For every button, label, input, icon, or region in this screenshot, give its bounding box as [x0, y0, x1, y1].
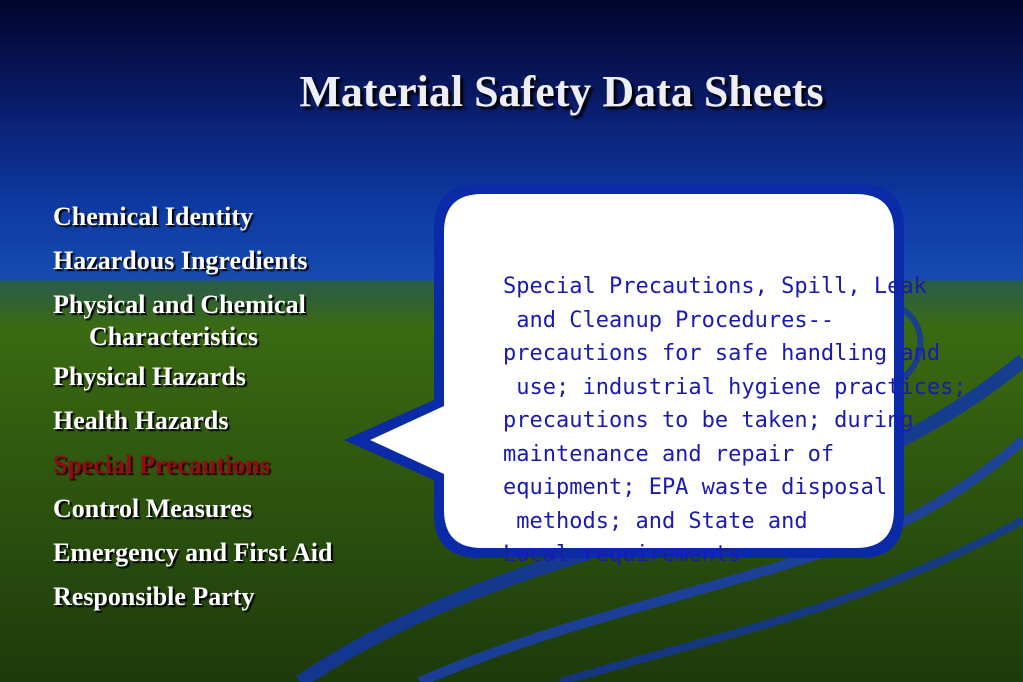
page-title: Material Safety Data Sheets — [299, 67, 824, 116]
callout-line: use; industrial hygiene practices; — [503, 374, 967, 400]
bullet-label: Chemical Identity — [53, 202, 254, 231]
callout-line: precautions to be taken; during — [503, 408, 914, 433]
callout-line: maintenance and repair of — [503, 441, 835, 467]
bullet-continuation: Characteristics — [89, 322, 258, 351]
callout-line: and Cleanup Procedures-- — [503, 307, 835, 333]
callout-text — [503, 270, 967, 572]
bullet-label: Responsible Party — [53, 582, 255, 611]
callout-line: precautions for safe handling and — [503, 341, 941, 366]
bullet-label: Physical Hazards — [53, 362, 246, 391]
bullet-label: Hazardous Ingredients — [53, 246, 308, 275]
bullet-label: Health Hazards — [53, 406, 229, 435]
callout-line: Special Precautions, Spill, Leak — [503, 274, 927, 299]
callout-line: methods; and State and — [503, 508, 808, 534]
bullet-label: Control Measures — [53, 494, 253, 523]
callout-line: equipment; EPA waste disposal — [503, 475, 888, 500]
callout-line: Local requirements — [503, 542, 742, 567]
bullet-label: Emergency and First Aid — [53, 538, 333, 567]
bullet-label: Physical and Chemical — [53, 290, 306, 319]
bullet-label: Special Precautions — [53, 450, 270, 479]
